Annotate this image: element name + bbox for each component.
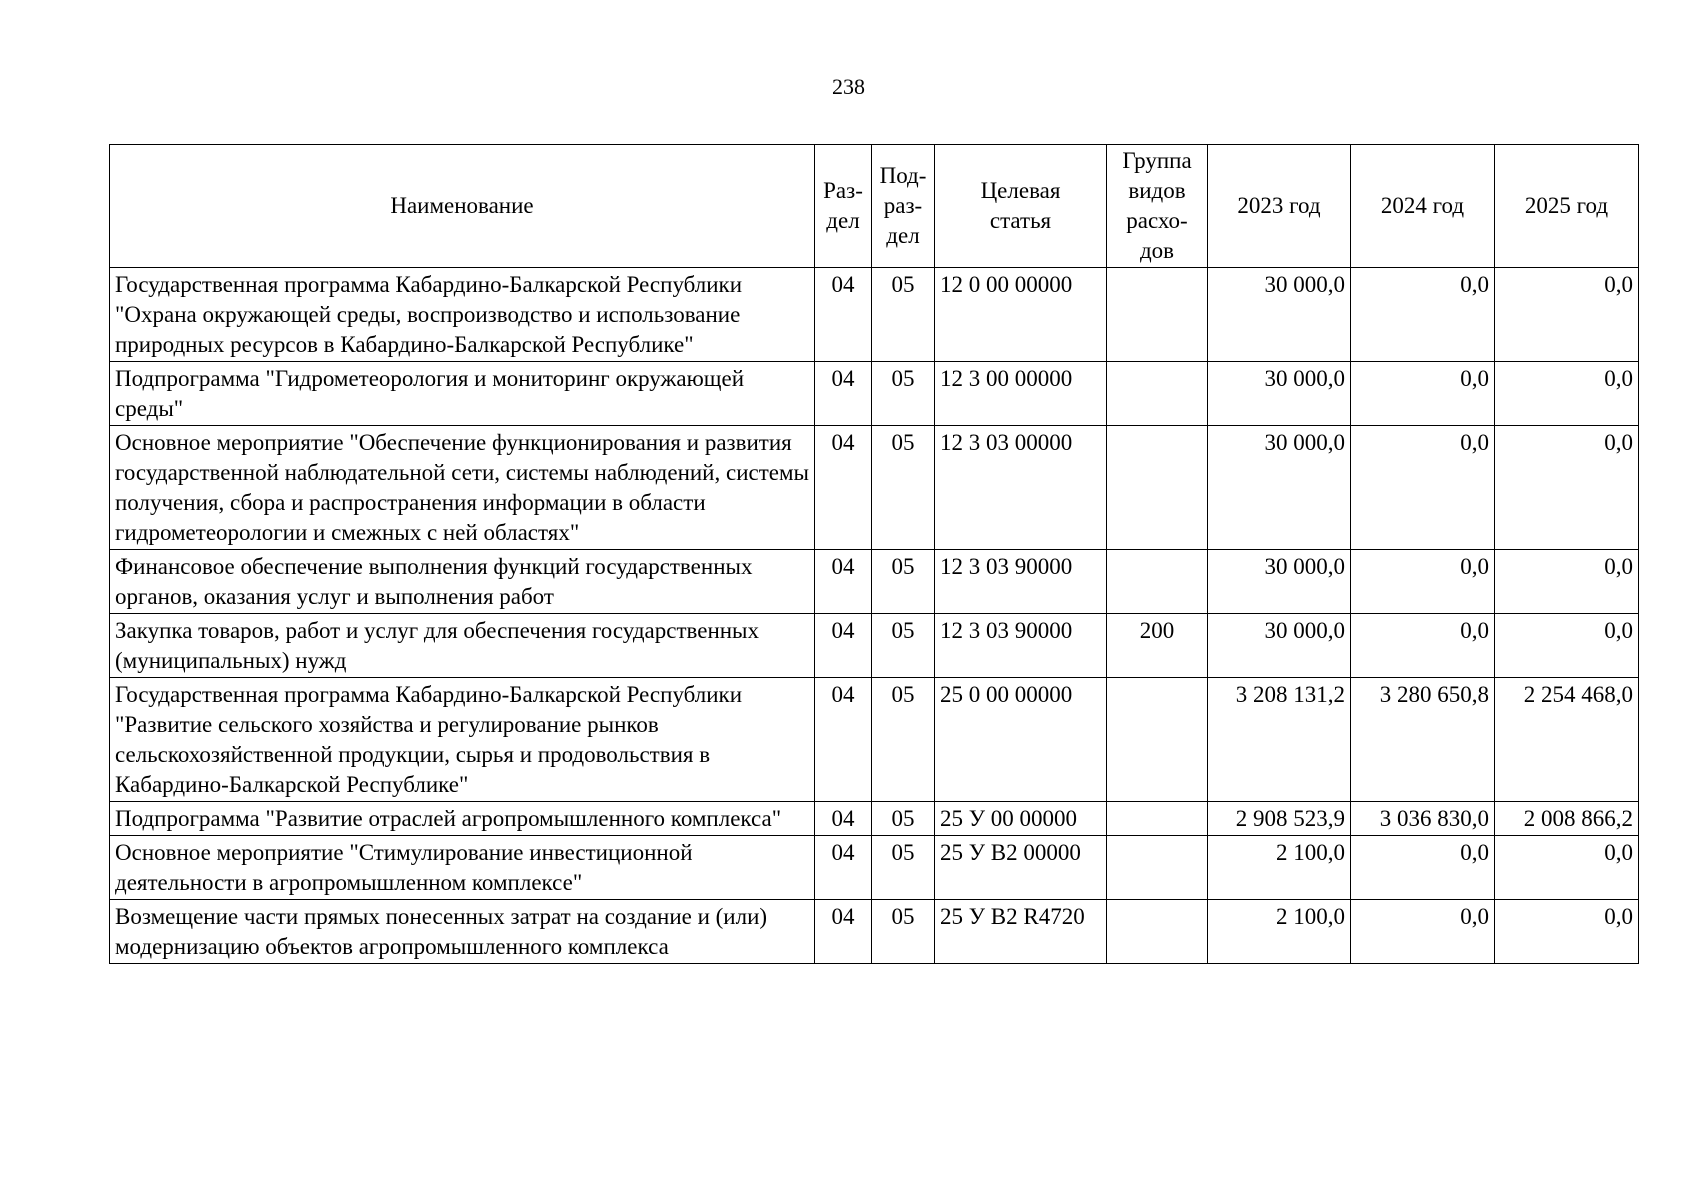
row-group [1107, 550, 1208, 614]
row-2024: 0,0 [1351, 900, 1495, 964]
row-section: 04 [815, 426, 872, 550]
row-subsection: 05 [872, 678, 935, 802]
row-subsection: 05 [872, 614, 935, 678]
row-group [1107, 900, 1208, 964]
row-target: 12 0 00 00000 [935, 268, 1107, 362]
row-section: 04 [815, 900, 872, 964]
row-name: Возмещение части прямых понесенных затрат на создание и (или) модернизацию объектов агропромышленного комплекса [110, 900, 815, 964]
row-subsection: 05 [872, 900, 935, 964]
table-row [110, 802, 1639, 836]
row-group: 200 [1107, 614, 1208, 678]
row-subsection: 05 [872, 550, 935, 614]
row-subsection: 05 [872, 268, 935, 362]
table-row [110, 614, 1639, 678]
row-2024: 0,0 [1351, 836, 1495, 900]
row-2023: 30 000,0 [1208, 550, 1351, 614]
row-group [1107, 362, 1208, 426]
row-section: 04 [815, 614, 872, 678]
table-row [110, 550, 1639, 614]
row-name: Финансовое обеспечение выполнения функций государственных органов, оказания услуг и выполнения работ [110, 550, 815, 614]
row-name: Основное мероприятие "Обеспечение функционирования и развития государственной наблюдательной сети, системы наблюдений, системы получения, сбора и распространения информации в области гидрометеорологии и смежных с ней областях" [110, 426, 815, 550]
row-2024: 0,0 [1351, 550, 1495, 614]
row-group [1107, 426, 1208, 550]
row-2023: 2 908 523,9 [1208, 802, 1351, 836]
row-2023: 30 000,0 [1208, 362, 1351, 426]
row-2025: 0,0 [1495, 362, 1639, 426]
row-target: 12 3 03 90000 [935, 550, 1107, 614]
header-name: Наименование [110, 145, 815, 268]
row-section: 04 [815, 678, 872, 802]
row-2024: 0,0 [1351, 268, 1495, 362]
row-section: 04 [815, 802, 872, 836]
row-name: Подпрограмма "Развитие отраслей агропромышленного комплекса" [110, 802, 815, 836]
row-2024: 0,0 [1351, 614, 1495, 678]
row-2025: 0,0 [1495, 836, 1639, 900]
row-group [1107, 836, 1208, 900]
row-name: Подпрограмма "Гидрометеорология и мониторинг окружающей среды" [110, 362, 815, 426]
row-2023: 30 000,0 [1208, 426, 1351, 550]
row-2024: 3 036 830,0 [1351, 802, 1495, 836]
row-group [1107, 268, 1208, 362]
table-row [110, 836, 1639, 900]
row-2025: 0,0 [1495, 614, 1639, 678]
budget-table [109, 144, 1639, 964]
row-target: 25 У В2 00000 [935, 836, 1107, 900]
row-2025: 0,0 [1495, 268, 1639, 362]
row-2023: 3 208 131,2 [1208, 678, 1351, 802]
header-group: Группа видов расхо- дов [1107, 145, 1208, 268]
row-2024: 3 280 650,8 [1351, 678, 1495, 802]
row-subsection: 05 [872, 362, 935, 426]
row-section: 04 [815, 550, 872, 614]
row-2025: 2 254 468,0 [1495, 678, 1639, 802]
row-2023: 2 100,0 [1208, 836, 1351, 900]
row-section: 04 [815, 268, 872, 362]
row-group [1107, 678, 1208, 802]
row-section: 04 [815, 362, 872, 426]
row-name: Государственная программа Кабардино-Балкарской Республики "Развитие сельского хозяйства и регулирование рынков сельскохозяйственной продукции, сырья и продовольствия в Кабардино-Балкарской Республике" [110, 678, 815, 802]
table-row [110, 268, 1639, 362]
row-name: Закупка товаров, работ и услуг для обеспечения государственных (муниципальных) нужд [110, 614, 815, 678]
row-2025: 0,0 [1495, 426, 1639, 550]
row-2023: 30 000,0 [1208, 268, 1351, 362]
header-section: Раз- дел [815, 145, 872, 268]
header-2023: 2023 год [1208, 145, 1351, 268]
row-2023: 30 000,0 [1208, 614, 1351, 678]
table-row [110, 426, 1639, 550]
row-name: Государственная программа Кабардино-Балкарской Республики "Охрана окружающей среды, воспроизводство и использование природных ресурсов в Кабардино-Балкарской Республике" [110, 268, 815, 362]
table-row [110, 900, 1639, 964]
row-2025: 2 008 866,2 [1495, 802, 1639, 836]
header-2025: 2025 год [1495, 145, 1639, 268]
row-group [1107, 802, 1208, 836]
row-target: 12 3 00 00000 [935, 362, 1107, 426]
row-2023: 2 100,0 [1208, 900, 1351, 964]
row-section: 04 [815, 836, 872, 900]
row-name: Основное мероприятие "Стимулирование инвестиционной деятельности в агропромышленном комплексе" [110, 836, 815, 900]
table-header-row [110, 145, 1639, 268]
row-2024: 0,0 [1351, 426, 1495, 550]
row-2025: 0,0 [1495, 550, 1639, 614]
row-2025: 0,0 [1495, 900, 1639, 964]
row-subsection: 05 [872, 426, 935, 550]
header-subsection: Под- раз- дел [872, 145, 935, 268]
row-2024: 0,0 [1351, 362, 1495, 426]
table-row [110, 362, 1639, 426]
header-target: Целевая статья [935, 145, 1107, 268]
row-subsection: 05 [872, 836, 935, 900]
row-target: 12 3 03 00000 [935, 426, 1107, 550]
table-row [110, 678, 1639, 802]
row-target: 25 У В2 R4720 [935, 900, 1107, 964]
page-number: 238 [832, 74, 865, 99]
row-subsection: 05 [872, 802, 935, 836]
header-2024: 2024 год [1351, 145, 1495, 268]
row-target: 12 3 03 90000 [935, 614, 1107, 678]
row-target: 25 0 00 00000 [935, 678, 1107, 802]
row-target: 25 У 00 00000 [935, 802, 1107, 836]
